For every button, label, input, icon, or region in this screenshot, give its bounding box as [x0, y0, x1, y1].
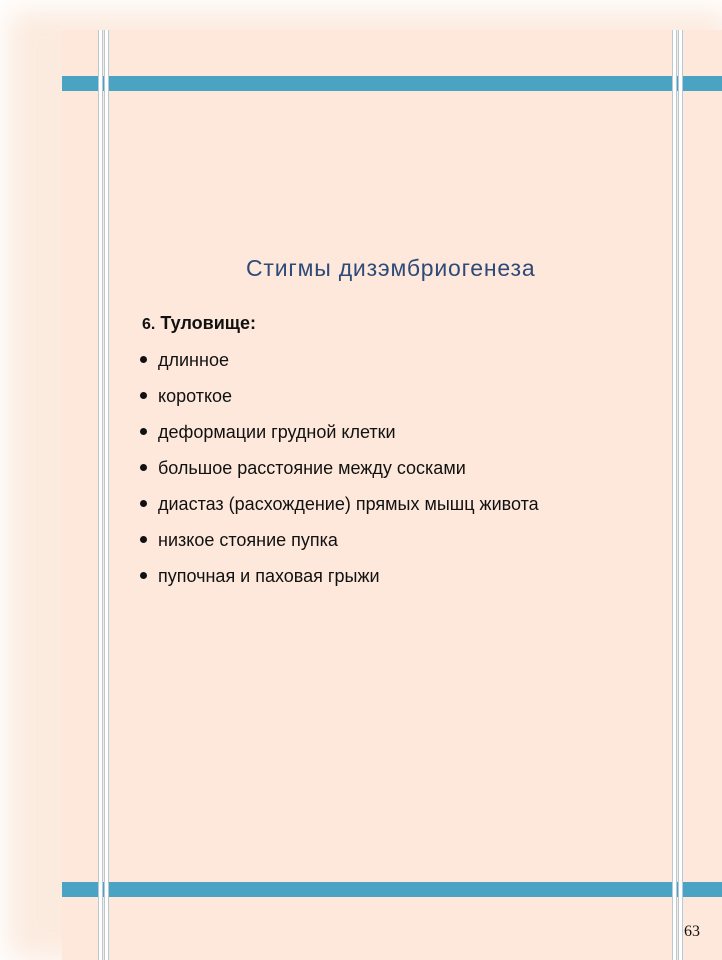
bullet-icon: [140, 500, 147, 507]
bullet-text: пупочная и паховая грыжи: [158, 566, 380, 586]
bullet-item: [138, 384, 539, 420]
bottom-band: [62, 882, 722, 897]
bullet-icon: [140, 392, 147, 399]
right-rule-inner: [672, 30, 677, 960]
left-rule-inner: [104, 30, 109, 960]
section-number: 6.: [142, 316, 156, 333]
bullet-text: низкое стояние пупка: [158, 530, 338, 550]
slide-page: [62, 30, 722, 960]
bullet-icon: [140, 356, 147, 363]
bullet-item: [138, 564, 539, 600]
bullet-icon: [140, 536, 147, 543]
page-number: 63: [684, 923, 700, 940]
bullet-list: [138, 348, 539, 600]
slide-title: Стигмы дизэмбриогенеза: [246, 255, 536, 281]
right-rule-outer: [678, 30, 683, 960]
section-title: Туловище:: [160, 313, 256, 333]
bullet-icon: [140, 572, 147, 579]
bullet-icon: [140, 428, 147, 435]
bullet-icon: [140, 464, 147, 471]
bullet-item: [138, 420, 539, 456]
bullet-text: длинное: [158, 350, 229, 370]
bullet-text: деформации грудной клетки: [158, 422, 396, 442]
bullet-text: диастаз (расхождение) прямых мышц живота: [158, 494, 539, 514]
bullet-item: [138, 456, 539, 492]
bullet-item: [138, 528, 539, 564]
top-band: [62, 76, 722, 91]
bullet-item: [138, 348, 539, 384]
bullet-text: короткое: [158, 386, 233, 406]
section-heading: [142, 313, 256, 334]
bullet-text: большое расстояние между сосками: [158, 458, 466, 478]
left-rule-outer: [98, 30, 103, 960]
bullet-item: [138, 492, 539, 528]
